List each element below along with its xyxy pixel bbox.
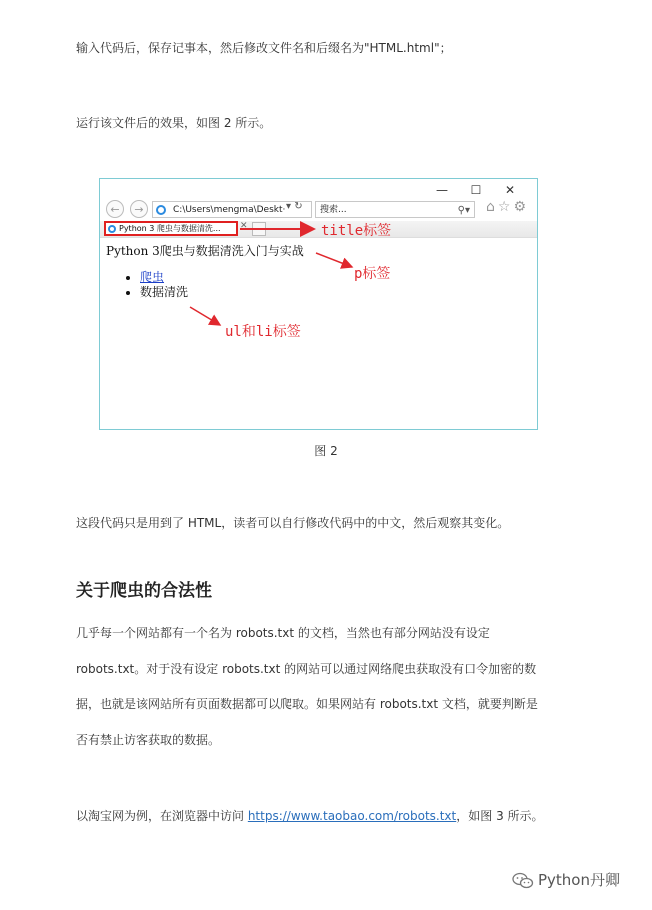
paragraph-line: 否有禁止访客获取的数据。 [76, 732, 221, 747]
paragraph-line: robots.txt。对于没有设定 robots.txt 的网站可以通过网络爬虫获取没有口令加密的数 [76, 661, 537, 676]
close-icon: ✕ [504, 183, 516, 197]
search-icon: ⚲▾ [457, 205, 470, 216]
list-link: 爬虫 [140, 270, 165, 284]
maximize-icon: ☐ [470, 183, 482, 197]
paragraph-text: ，如图 3 所示。 [456, 809, 544, 823]
section-heading: 关于爬虫的合法性 [76, 581, 212, 601]
paragraph-line: 据，也就是该网站所有页面数据都可以爬取。如果网站有 robots.txt 文档，就要判断是 [76, 697, 538, 711]
robots-txt-link[interactable]: https://www.taobao.com/robots.txt [247, 809, 457, 823]
paragraph-text: 以淘宝网为例，在浏览器中访问 [76, 809, 248, 823]
rendered-paragraph: Python 3爬虫与数据清洗入门与实战 [106, 244, 304, 258]
tab-close-icon: ✕ [240, 221, 248, 231]
minimize-icon: — [436, 183, 448, 197]
title-annotation: title标签 [321, 223, 392, 239]
body-paragraph-3: 这段代码只是用到了 HTML，读者可以自行修改代码中的中文，然后观察其变化。 [76, 516, 510, 530]
ul-annotation: ul和li标签 [225, 324, 301, 340]
ul-arrow [190, 307, 220, 325]
toolbar-icons: ⌂☆⚙ [486, 199, 529, 215]
logo-text: Python丹卿 [538, 871, 620, 889]
p-annotation: p标签 [354, 266, 391, 282]
body-paragraph-5 [76, 809, 544, 823]
body-paragraph-4 [76, 616, 538, 758]
back-icon: ← [106, 200, 124, 218]
search-placeholder: 搜索... [320, 205, 347, 215]
figure-caption: 图 2 [314, 444, 338, 458]
wechat-logo [512, 869, 620, 890]
address-text: C:\Users\mengma\Deskt· [173, 205, 286, 215]
annotation-arrows [100, 179, 537, 429]
paragraph-line: 几乎每一个网站都有一个名为 robots.txt 的文档，当然也有部分网站没有设定 [76, 626, 490, 640]
refresh-icon: ▾ ↻ [286, 201, 303, 212]
intro-paragraph-1: 输入代码后，保存记事本，然后修改文件名和后缀名为"HTML.html"； [76, 41, 452, 55]
intro-paragraph-2: 运行该文件后的效果，如图 2 所示。 [76, 116, 272, 130]
list-item: 数据清洗 [126, 285, 188, 300]
browser-screenshot-figure [99, 178, 538, 430]
p-arrow [316, 253, 352, 267]
tab-title: Python 3 爬虫与数据清洗... [119, 224, 221, 233]
wechat-icon [512, 872, 534, 890]
forward-icon: → [130, 200, 148, 218]
